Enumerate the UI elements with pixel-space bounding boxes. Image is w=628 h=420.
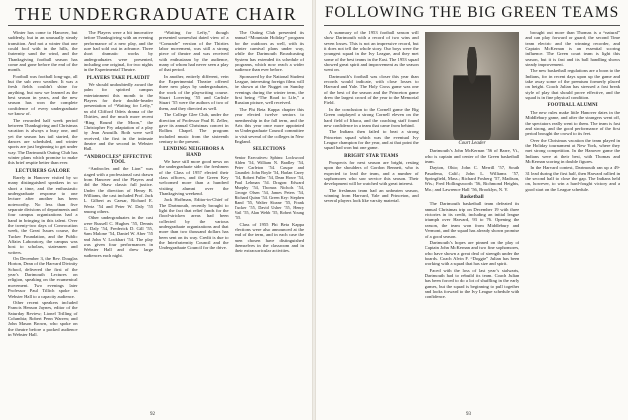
paragraph: The new rules make little Hanover dates in the Middlebury game, and after the strangers went off, the spectators really went to them. The team is fast and strong, and the good performance of the first period brought the crowd to its feet. — [525, 109, 621, 137]
paragraph: The rewarded half week period between Thanksgiving and Christmas vacation is always a busy one, and yet the season has tail started, the dances are scheduled, and winter sports are just beginning to get under way. The Dartmouth Outing Club has winter plans which promise to make this brief respite better than ever. — [8, 117, 78, 166]
title-rule — [324, 25, 620, 26]
column-3 — [525, 30, 620, 404]
paragraph: Jack Hoffman, Editor-in-Chief of The Dartmouth, recently brought to light the fact that relief funds for the flood-stricken areas had been collected by the various undergraduate organizations and that more than two thousand dollars has been sent on its way. Credit is due to the Interfraternity Council and the Undergraduate Council for the drive. — [159, 197, 229, 251]
section-heading: SELECTIONS — [252, 147, 286, 153]
paragraph: Other undergraduates in the cast were Russell C. Hughes ’55, Dennis G. Daly ’54, Frederick D. Gill ’55, Sam Malone ’54, Daniel W. Aber ’55 and John V. Lockhart ’54. The play was given four performances in Webster Hall and drew large audiences each night. — [83, 215, 153, 258]
left-page — [0, 0, 312, 420]
paragraph: We have still more good news on the undergraduate side: the freshmen of the Class of 1957 elected their class officers, and the Green Key welcomed more than a hundred visiting alumni over the Thanksgiving weekend. — [159, 158, 229, 196]
paragraph: A summary of the 1953 football season will show Dartmouth with a record of two wins and seven losses. This is not an impressive record, but it does not tell the whole story. Our boys were the youngest squad in the Ivy League, and they met some of the best teams in the East. The 1953 squad showed great spirit and improvement as the season went on. — [324, 30, 419, 73]
paragraph: Faced with the loss of last year’s stalwarts, Dartmouth had to rebuild its team. Coach Julian has been forced to do a lot of shuffling in the early games, but the squad is beginning to pull together and looks forward to the Ivy League schedule with confidence. — [424, 267, 520, 300]
page-number: 93 — [466, 412, 471, 417]
paragraph: Rarely in Hanover visited by so many distinguished speakers in so short a time, and the enthusiastic undergraduate response to one lecture after another has been noteworthy. No less than five separate divisions of departments and four campus organizations had a hand in bringing in this talent. Over the twenty-two days of Convocation week, the Great Issues course, the Tucker Foundation, and the Public Affairs Laboratory, the campus was host to scholars, statesmen and writers. — [8, 174, 78, 255]
selections-list — [235, 155, 305, 220]
column-1 — [8, 30, 78, 404]
paragraph: Senior Executives: Sphinx: Lockwood Alden ’54, William N. Bradley ’54, Peter Carleton ’54. Casque and Gauntlet: John Boyle ’54, Harlan Carey ’54, Robert Fuller ’54, Dean Howe ’54, Paul Lehman ’54. Dragon: Edward Murphy ’54, Thomas Nichols ’54, George Olsen ’54, James Peters ’54, Richard Quinn ’54. Green Key: Stephen Rand ’55, Walter Sloane ’55, Frank Tucker ’55, David Usher ’55, Henry Vail ’55, Alan Webb ’55, Robert Young ’55. — [234, 154, 304, 220]
section-heading: “ANDROCLES” EFFECTIVE TOOL — [84, 154, 153, 165]
paragraph: “Waiting for Lefty,” though presented somewhat dated view of a “Comrade” version of the Thirties labor movement, was still a strong piece of theatre and was received with enthusiasm by the audience, many of whom had never seen a play of that period. — [159, 30, 229, 73]
paragraph: Football was football long-ago, all but the sub zero weather. It was a fresh fields couldn't shine for anything, but now we learned as the best season in years, and the new season has won the complete confidence of every undergraduate we know of. — [8, 73, 78, 117]
paragraph: In the conclusion to the Cornell game the Big Green outplayed a strong Cornell eleven on the hard field of Ithaca, and the coaching staff found new confidence in a team that came from behind. — [324, 106, 419, 128]
paragraph: In another, entirely different, vein the Experimental Theatre offered three new plays by undergraduates, the work of the playwriting course. Stuart Lovering ’55 and Carlisle Stuart ’55 were the authors of two of them, and they directed as well. — [159, 73, 229, 111]
paragraph: The Dartmouth basketball team defeated its annual Christmas trip on December 19 with three victories in its credit, including an initial league triumph over Harvard, 93 to 76. Opening the season, the team won from Middlebury and Vermont, and the squad has already shown promise of a good season. — [424, 201, 520, 239]
section-heading: BRIGHT STAR TEAMS — [344, 153, 399, 159]
paragraph: Class of 1955 Phi Beta Kappa elections were also announced at the end of the term, and in each case the men chosen have distinguished themselves in the classroom and in their extracurricular activities. — [234, 221, 304, 254]
title-rule — [8, 25, 304, 26]
paragraph: Dartmouth’s John McKernan ’56 of Barre, Vt., who is captain and center of the Green basketball team. — [424, 148, 520, 165]
paragraph: The Indians then failed to beat a strong Princeton squad which was the eventual Ivy League champion for the year, and at that point the squad had won but one game. — [324, 129, 419, 151]
article-columns — [8, 30, 304, 404]
column-2 — [425, 30, 520, 404]
paragraph: Sponsored by the National Student League, interesting foreign films will be shown at the Nugget on Sunday evenings during the winter term, the first being “The Road to Life,” a Russian picture, well received. — [234, 73, 304, 106]
paragraph: In the Harvard contest, Dartmouth ran up a 49-31 lead during the first half, then Harvard rallied in the second half to close the gap. The Indians held on, however, to win a hard-fought victory and a good start on the League schedule. — [525, 165, 621, 192]
paragraph: “Androcles and the Lion” was staged with a professional cast drawn from Hanover and the Players and did the Shaw classic full justice. Under the direction of Henry B. Williams, the cast included Prof. Jack L. Gilbert as Caesar, Richard E. Wertz ’54 and Peter W. Daly ’55 among others. — [83, 166, 153, 214]
paragraph: Dartmouth’s football was closer this year than records would indicate, with close losses to Harvard and Yale. The Holy Cross game was one of the best of the season and the Princeton game drew the largest crowd of the year to the Memorial Field. — [324, 73, 419, 106]
section-heading: FOOTBALL ALUMNI — [547, 103, 598, 109]
paragraph: The Outing Club presented its annual “Mountain Holiday” program for the outdoors as well, with its winter carnival plans under way, while the Dartmouth Broadcasting System has extended its schedule of programs, which now reach a wider audience than ever before. — [234, 30, 304, 73]
paragraph: We should undoubtedly award the palm for spirited campus entertainment this month to the Players for their double-header presentation of “Waiting for Lefty,” an old Clifford Odets drama of the Thirties, and the much more recent “Ring Round the Moon,” the Christopher Fry adaptation of a play by Jean Anouilh. Both were well received, the first in the intimate theatre and the second in Webster Hall. — [83, 82, 153, 152]
paragraph: The Players were a bit innovative before Thanksgiving with an evening performance of a new play, and the sure had sold out in advance. Three short dramatic works by undergraduates were presented, including one original, for two nights in the Experimental Theatre. — [83, 30, 153, 73]
player-figure — [453, 47, 491, 140]
section-heading: Basketball — [460, 195, 484, 201]
section-heading: LENDING NEIGHBORS A HAND — [163, 147, 225, 158]
page-title: THE UNDERGRADUATE CHAIR — [15, 4, 297, 24]
column-2 — [84, 30, 154, 404]
article-columns — [324, 30, 620, 404]
paragraph: Prospects for next season are bright, resting upon the shoulders of Gordon Bennett, who is expected to lead the team, and a number of sophomores who saw service this season. Their development will be watched with great interest. — [324, 159, 419, 187]
paragraph: Other recent speakers included Francis Henson Jaynes, editor of the Saturday Review; Lionel Trilling of Columbia; Robert Penn Warren; and John Mason Brown, who spoke on the theatre before a packed audience in Webster Hall. — [8, 299, 78, 337]
column-3 — [159, 30, 229, 404]
paragraph: The Phi Beta Kappa chapter this year elected twelve seniors to membership in the fall term, and the Arts this year once more appointed an Undergraduate Council committee to visit several of the colleges in New England. — [234, 106, 304, 144]
paragraph: On December 3, the Rev. Douglas Horton, Dean of the Harvard Divinity School, delivered the first of the year's Dartmouth Lectures on religion, speaking on the ecumenical movement. Two evenings later Professor Paul Tillich spoke in Webster Hall to a capacity audience. — [8, 256, 78, 299]
paragraph: Over the Christmas vacation the team played in the Holiday tournament at New York, where they met strong competition. In the Hanover game the Indians were at their best, with Thomas and McKernan scoring in double figures. — [525, 137, 621, 164]
paragraph: Dayton, Ohio; John C. Merrill ’57, South Pasadena, Calif.; John L. Williams ’57, Springfield, Mass.; Richard Fosberg ’57, Madison, Wis.; Fred Hollingsworth ’56, Richmond Heights, Mo.; and Lawrence Hall ’56, Brooklyn, N. Y. — [424, 165, 520, 192]
right-page — [316, 0, 628, 420]
page-number: 92 — [150, 412, 155, 417]
paragraph: brought out more than Thomas is a “natural” and can play forward or guard; the second Time team electric and the winning recorder, and Captain McKernan is an essential scoring influence. The Green court team is light this season, but it is fast and its ball handling shows steady improvement. — [525, 30, 621, 68]
section-heading: PLAYERS TAKE PLAUDIT — [86, 75, 150, 81]
paragraph: Winter has come to Hanover, but suddenly, but in an unusually steady transition. And not a winter that one could fool with in the hills, the fraternity sand the wind, and the Thanksgiving football season has come and gone before the end of the month. — [8, 30, 78, 73]
paragraph: Dartmouth’s hopes are pinned on the play of Captain John McKernan and two fine sophomores, who have shown a great deal of strength under the boards. Coach Alvin F. “Doggie” Julian has been working with a squad that has size and spirit. — [424, 239, 520, 267]
section-heading: LECTURERS GALORE — [15, 168, 70, 174]
photo-caption: Court Leader — [458, 141, 486, 146]
paragraph: The new basketball regulations are a boon to the Indians, for in recent days upon up the game and take away some of the premium formerly placed on height. Coach Julian has stressed a fast break style of play that should prove effective, and the squad is in fine physical condition. — [525, 68, 621, 101]
column-1 — [324, 30, 419, 404]
page-title: FOLLOWING THE BIG GREEN TEAMS — [324, 4, 620, 21]
column-4 — [235, 30, 305, 404]
paragraph: The freshman team had an unbeaten season, winning from Harvard, Yale and Princeton, and several players look like varsity material. — [324, 187, 419, 204]
paragraph: The College Glee Club, under the direction of Professor Paul R. Zeller, gave its annual Christmas concert in Rollins Chapel. The program included music from the sixteenth century to the present. — [159, 112, 229, 144]
player-photo — [425, 32, 520, 140]
